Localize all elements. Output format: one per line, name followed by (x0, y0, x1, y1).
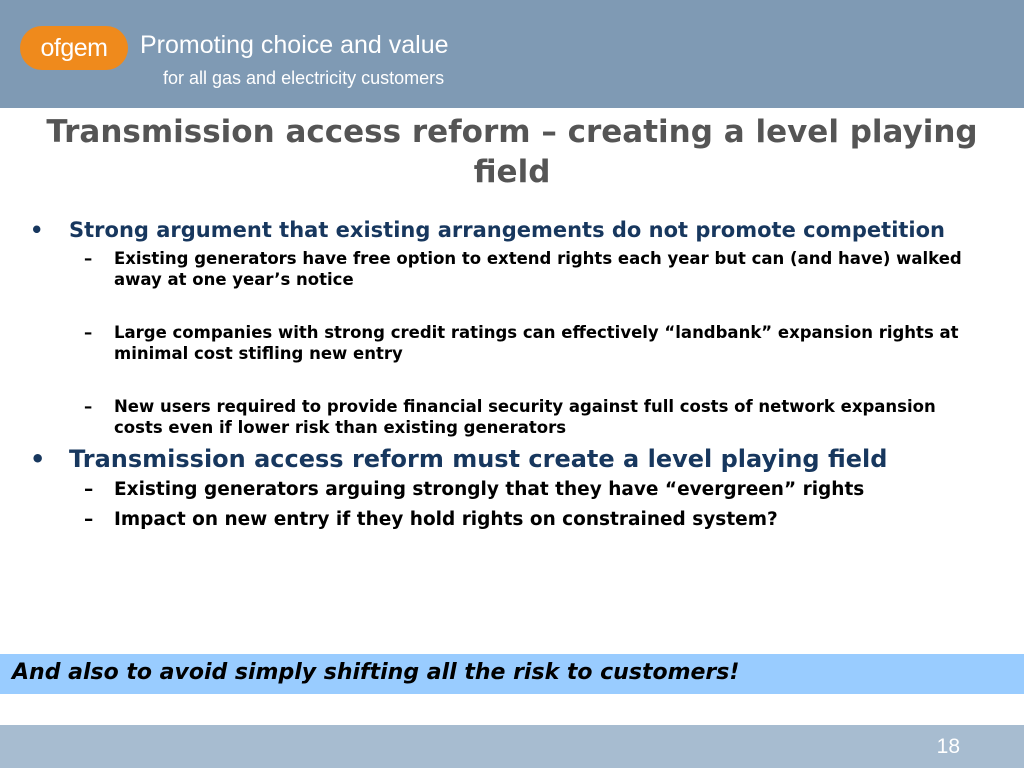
sub-bullet-dash: – (84, 479, 94, 500)
footer-bar (0, 725, 1024, 768)
sub-bullet-1-2 (0, 322, 1024, 364)
sub-bullet-dash: – (84, 509, 94, 530)
sub-bullet-2-2-text: Impact on new entry if they hold rights on constrained system? (114, 509, 778, 530)
tagline-line2: for all gas and electricity customers (163, 68, 445, 88)
bullet-1 (0, 216, 1024, 244)
slide-title: Transmission access reform – creating a level playing field (46, 114, 978, 190)
sub-bullet-1-1-text: Existing generators have free option to extend rights each year but can (and have) walked away at one year’s notice (114, 249, 962, 289)
sub-bullet-1-1 (0, 248, 1024, 290)
slide-content (0, 216, 1024, 532)
ofgem-logo (20, 26, 128, 70)
sub-bullet-2-1 (0, 478, 1024, 502)
highlight-banner (0, 654, 1024, 694)
bullet-dot: • (30, 218, 44, 242)
sub-bullet-1-3 (0, 396, 1024, 438)
sub-bullet-dash: – (84, 249, 93, 268)
sub-bullet-2-2 (0, 508, 1024, 532)
bullet-dot: • (30, 445, 46, 473)
sub-bullet-1-2-text: Large companies with strong credit ratings can effectively “landbank” expansion rights at minimal cost stifling new entry (114, 323, 959, 363)
sub-bullet-2-1-text: Existing generators arguing strongly that they have “evergreen” rights (114, 479, 865, 500)
tagline-line1: Promoting choice and value (140, 31, 449, 59)
bullet-2 (0, 444, 1024, 474)
sub-bullet-dash: – (84, 397, 93, 416)
page-number: 18 (936, 735, 960, 758)
sub-bullet-1-3-text: New users required to provide financial security against full costs of network expansion costs even if lower risk than existing generators (114, 397, 936, 437)
bullet-1-text: Strong argument that existing arrangements do not promote competition (69, 218, 946, 242)
bullet-2-text: Transmission access reform must create a level playing field (69, 445, 888, 473)
logo-text: ofgem (40, 33, 108, 62)
banner-text: And also to avoid simply shifting all the risk to customers! (12, 660, 740, 685)
sub-bullet-dash: – (84, 323, 93, 342)
header-bar (0, 0, 1024, 108)
